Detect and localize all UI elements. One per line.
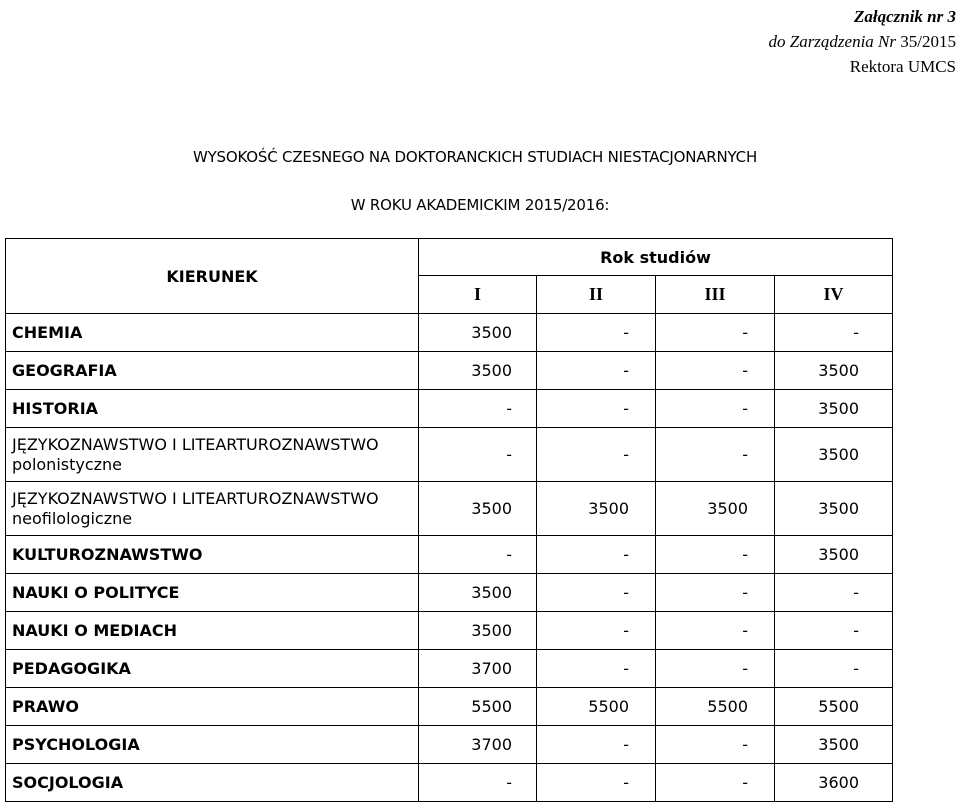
document-title: WYSOKOŚĆ CZESNEGO NA DOKTORANCKICH STUDIACH NIESTACJONARNYCH (192, 148, 758, 166)
field-name: KULTUROZNAWSTWO (6, 536, 419, 574)
fee-cell: - (537, 650, 656, 688)
table-row (6, 390, 893, 428)
fee-cell: 3500 (775, 352, 893, 390)
fee-cell: - (537, 764, 656, 802)
regulation-prefix: do Zarządzenia Nr (768, 32, 901, 51)
fee-cell: - (656, 536, 775, 574)
year-header: IV (775, 276, 893, 314)
fee-cell: 5500 (775, 688, 893, 726)
table-row (6, 314, 893, 352)
fee-cell: - (537, 390, 656, 428)
field-name: PEDAGOGIKA (6, 650, 419, 688)
table-row (6, 574, 893, 612)
fee-cell: - (656, 314, 775, 352)
fee-cell: 3700 (419, 650, 537, 688)
fee-cell: - (656, 612, 775, 650)
fee-cell: - (537, 612, 656, 650)
fee-cell: 3700 (419, 726, 537, 764)
fee-cell: - (656, 650, 775, 688)
field-name: JĘZYKOZNAWSTWO I LITEARTUROZNAWSTWO polonistyczne (6, 428, 419, 482)
fee-cell: - (419, 428, 537, 482)
fee-cell: 3500 (656, 482, 775, 536)
fee-cell: - (656, 726, 775, 764)
field-name: PRAWO (6, 688, 419, 726)
issuer: Rektora UMCS (849, 57, 956, 76)
table-body (6, 314, 893, 802)
fee-cell: - (775, 612, 893, 650)
fee-cell: 3500 (775, 428, 893, 482)
table-row (6, 688, 893, 726)
column-header-rok-studiow: Rok studiów (419, 239, 893, 276)
table-row (6, 764, 893, 802)
fee-cell: - (775, 314, 893, 352)
fee-cell: - (775, 650, 893, 688)
fee-cell: - (419, 536, 537, 574)
field-name: HISTORIA (6, 390, 419, 428)
fee-cell: - (537, 536, 656, 574)
fee-cell: 3500 (775, 536, 893, 574)
table-row (6, 428, 893, 482)
fee-cell: 3500 (419, 574, 537, 612)
regulation-reference (768, 29, 956, 54)
table-row (6, 536, 893, 574)
fee-cell: 3500 (419, 612, 537, 650)
table-row (6, 650, 893, 688)
table-row (6, 352, 893, 390)
fee-cell: - (656, 764, 775, 802)
fee-cell: - (656, 352, 775, 390)
year-header: I (419, 276, 537, 314)
fee-cell: - (537, 726, 656, 764)
fee-cell: - (419, 390, 537, 428)
attachment-number: Załącznik nr 3 (853, 7, 956, 26)
year-header: III (656, 276, 775, 314)
fee-cell: - (537, 428, 656, 482)
column-header-kierunek: KIERUNEK (6, 239, 419, 314)
fee-cell: - (656, 390, 775, 428)
regulation-number: 35/2015 (900, 32, 956, 51)
fee-cell: - (537, 314, 656, 352)
fee-cell: 3500 (775, 482, 893, 536)
document-header (768, 4, 956, 79)
fee-cell: 3500 (419, 314, 537, 352)
fee-cell: 5500 (537, 688, 656, 726)
field-name: CHEMIA (6, 314, 419, 352)
field-name: SOCJOLOGIA (6, 764, 419, 802)
fee-cell: 3500 (419, 352, 537, 390)
fee-cell: 3500 (419, 482, 537, 536)
fee-cell: 3500 (775, 726, 893, 764)
table-row (6, 612, 893, 650)
fee-cell: - (656, 574, 775, 612)
fee-cell: - (656, 428, 775, 482)
field-name: PSYCHOLOGIA (6, 726, 419, 764)
field-name: GEOGRAFIA (6, 352, 419, 390)
fee-cell: - (775, 574, 893, 612)
fee-cell: 5500 (419, 688, 537, 726)
fee-cell: - (537, 352, 656, 390)
field-name: NAUKI O POLITYCE (6, 574, 419, 612)
fee-cell: - (537, 574, 656, 612)
fee-cell: - (419, 764, 537, 802)
fees-table (5, 238, 893, 802)
document-subtitle: W ROKU AKADEMICKIM 2015/2016: (350, 196, 610, 214)
fee-cell: 3600 (775, 764, 893, 802)
year-header: II (537, 276, 656, 314)
field-name: JĘZYKOZNAWSTWO I LITEARTUROZNAWSTWO neofilologiczne (6, 482, 419, 536)
table-row (6, 482, 893, 536)
fee-cell: 3500 (537, 482, 656, 536)
fee-cell: 5500 (656, 688, 775, 726)
fee-cell: 3500 (775, 390, 893, 428)
field-name: NAUKI O MEDIACH (6, 612, 419, 650)
table-row (6, 726, 893, 764)
